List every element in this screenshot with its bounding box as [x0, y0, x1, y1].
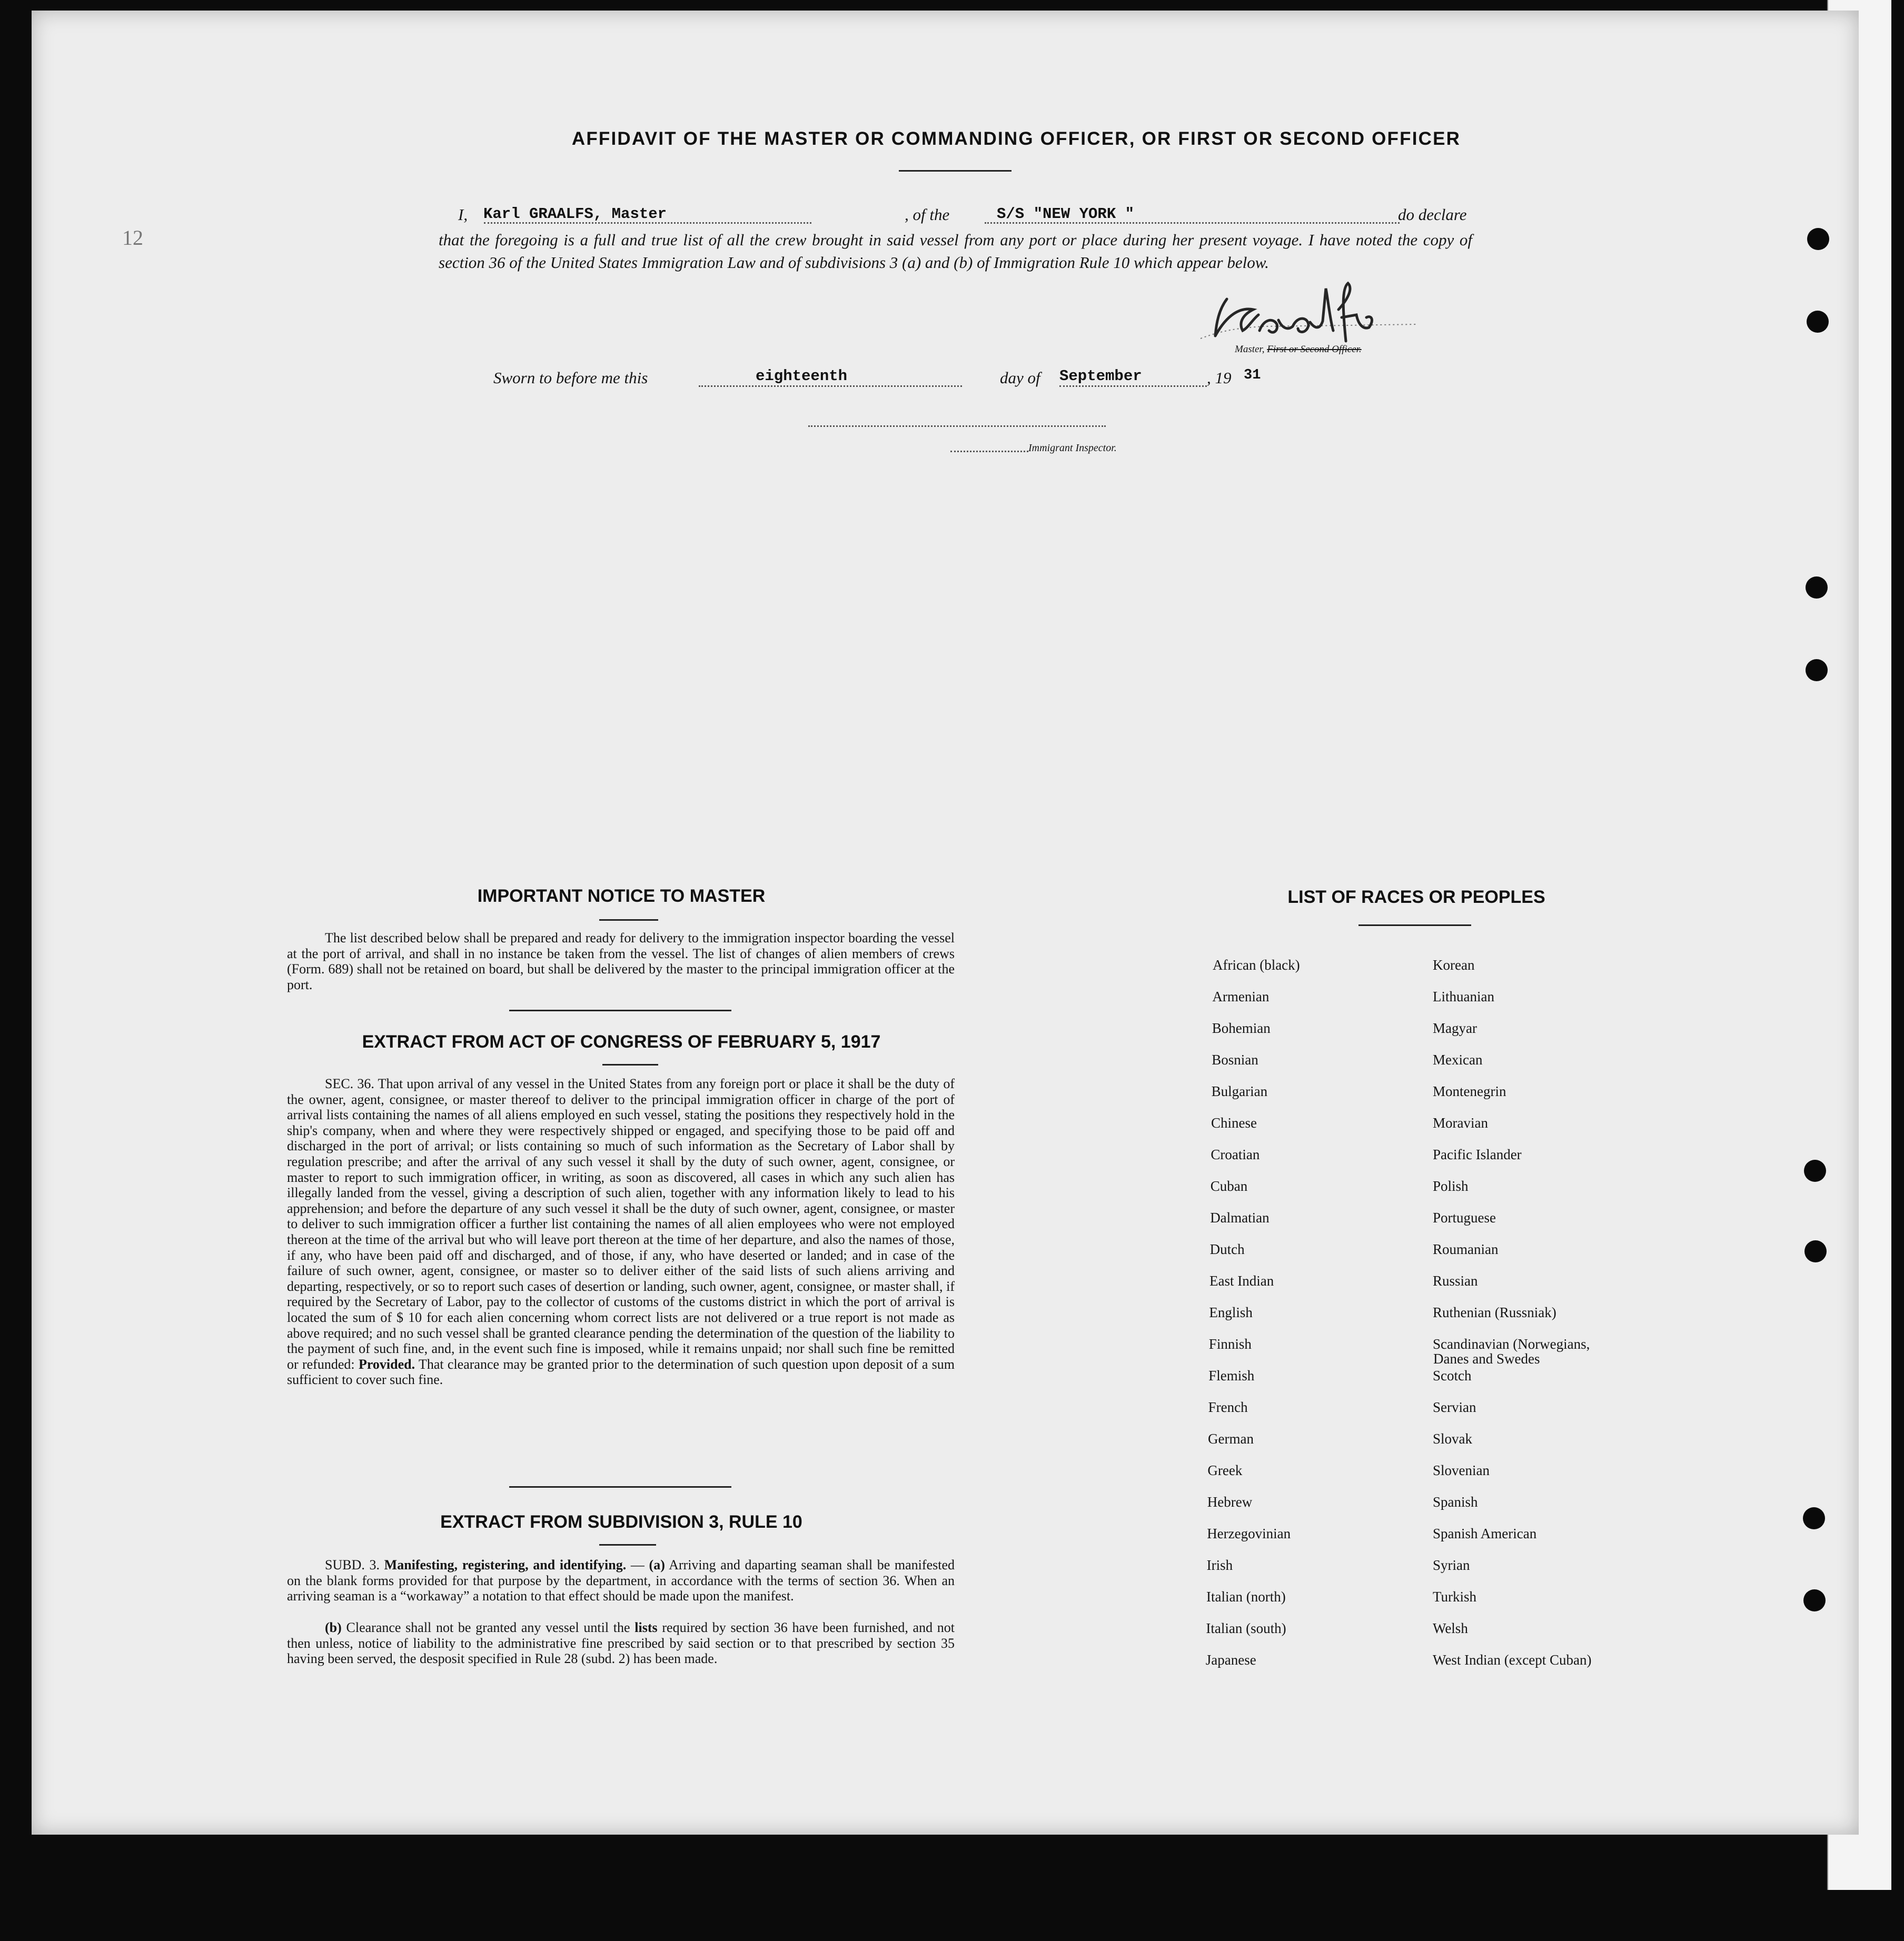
punch-hole	[1804, 1240, 1827, 1262]
race-item: Scandinavian (Norwegians,	[1433, 1336, 1590, 1352]
subd-a-label: SUBD. 3.	[325, 1557, 380, 1572]
sworn-month-dots	[1059, 385, 1207, 387]
act-tail: That clearance may be granted prior to the determination of such question upon deposit of a sum sufficient to cover such fine.	[287, 1356, 955, 1388]
act-provided: Provided.	[358, 1356, 415, 1372]
inspector-caption: Immigrant Inspector.	[1028, 442, 1117, 454]
race-item: Bulgarian	[1211, 1083, 1268, 1099]
subd-a	[287, 1557, 955, 1604]
subd-b-body2: required by section 36 have been furnished, and not then unless, notice of liability to the administrative fine prescribed by said section or to that prescribed by section 35 having been served, the desposit specified in Rule 28 (subd. 2) has been made.	[287, 1620, 955, 1667]
races-title: LIST OF RACES OR PEOPLES	[1287, 887, 1545, 907]
races-underline	[1358, 924, 1471, 926]
lead-i: I,	[458, 205, 468, 224]
race-item: Korean	[1433, 957, 1475, 973]
notice-underline	[599, 919, 658, 921]
race-item: German	[1208, 1431, 1254, 1447]
race-item: Pacific Islander	[1433, 1147, 1522, 1162]
sworn-day-value: eighteenth	[756, 367, 848, 385]
subd-underline	[599, 1544, 656, 1546]
master-signature	[1190, 278, 1432, 352]
race-item: French	[1208, 1399, 1248, 1415]
punch-hole	[1804, 1160, 1826, 1182]
inspector-line-top	[808, 425, 1106, 427]
sworn-month-value: September	[1059, 367, 1142, 385]
punch-hole	[1806, 659, 1828, 681]
punch-hole	[1803, 1507, 1825, 1529]
race-item: Mexican	[1433, 1052, 1483, 1068]
race-item: Armenian	[1212, 989, 1270, 1004]
subd-a-dash: —	[630, 1557, 644, 1572]
race-item: Bohemian	[1212, 1020, 1271, 1036]
notice-body: The list described below shall be prepared and ready for delivery to the immigration inspector boarding the vessel at the port of arrival, and shall in no instance be taken from the vessel. The list of changes of alien members of crews (Form. 689) shall not be retained on board, but shall be delivered by the master to the principal immigration officer at the port.	[287, 930, 955, 992]
year-suffix: 31	[1244, 367, 1261, 383]
race-item: African (black)	[1213, 957, 1300, 973]
master-name-value: Karl GRAALFS, Master	[483, 205, 667, 223]
subd-b-lists: lists	[634, 1620, 658, 1635]
race-item: Finnish	[1208, 1336, 1252, 1352]
caption-master: Master,	[1235, 344, 1265, 355]
punch-hole	[1807, 311, 1829, 333]
punch-hole	[1807, 228, 1829, 250]
subd-b-body1: Clearance shall not be granted any vessel until the	[346, 1620, 630, 1635]
subd-b-mark: (b)	[325, 1620, 342, 1635]
race-item: Ruthenian (Russniak)	[1433, 1305, 1556, 1320]
notice-divider	[509, 1010, 731, 1011]
declaration-line	[439, 204, 1473, 225]
sworn-line	[493, 367, 1336, 389]
punch-hole	[1806, 576, 1828, 599]
subd-a-mark: (a)	[649, 1557, 665, 1572]
race-item: Japanese	[1205, 1652, 1256, 1668]
inspector-line	[950, 451, 1028, 452]
race-item: Chinese	[1211, 1115, 1257, 1131]
race-item: Spanish	[1433, 1494, 1478, 1510]
subd-b	[287, 1620, 955, 1667]
caption-struck: First or Second Officer.	[1267, 344, 1362, 355]
race-item: Spanish American	[1433, 1526, 1537, 1541]
race-item: East Indian	[1209, 1273, 1274, 1289]
race-item: Irish	[1206, 1557, 1233, 1573]
master-name-dots	[484, 222, 811, 224]
race-item: Lithuanian	[1433, 989, 1494, 1004]
sworn-prefix: Sworn to before me this	[493, 369, 648, 387]
race-item: Russian	[1433, 1273, 1478, 1289]
race-item: Moravian	[1433, 1115, 1488, 1131]
punch-hole	[1803, 1589, 1826, 1611]
race-item: English	[1209, 1305, 1253, 1320]
do-declare: do declare	[1398, 205, 1467, 224]
race-item: Hebrew	[1207, 1494, 1253, 1510]
affidavit-title: AFFIDAVIT OF THE MASTER OR COMMANDING OFFICER, OR FIRST OR SECOND OFFICER	[571, 128, 1461, 149]
race-item: Roumanian	[1433, 1241, 1499, 1257]
race-item: Herzegovinian	[1207, 1526, 1291, 1541]
race-item: Italian (south)	[1206, 1620, 1286, 1636]
day-of: day of	[1000, 369, 1040, 387]
race-item: Dalmatian	[1210, 1210, 1270, 1226]
subd-a-heading: Manifesting, registering, and identifying.	[384, 1557, 627, 1572]
race-item: Slovak	[1433, 1431, 1473, 1447]
race-item: Cuban	[1210, 1178, 1248, 1194]
race-item: Welsh	[1433, 1620, 1468, 1636]
vessel-dots	[985, 222, 1400, 224]
race-item: Danes and Swedes	[1433, 1351, 1540, 1367]
race-item: Syrian	[1433, 1557, 1470, 1573]
race-item: Dutch	[1209, 1241, 1245, 1257]
signature-caption	[1235, 344, 1362, 355]
race-item: Croatian	[1211, 1147, 1260, 1162]
of-the: , of the	[905, 205, 950, 224]
race-item: Scotch	[1433, 1368, 1472, 1383]
act-divider	[509, 1486, 731, 1488]
sworn-day-dots	[699, 385, 962, 387]
race-item: Slovenian	[1433, 1462, 1490, 1478]
title-underline	[899, 170, 1012, 172]
race-item: Montenegrin	[1433, 1083, 1506, 1099]
notice-title: IMPORTANT NOTICE TO MASTER	[477, 886, 766, 906]
race-item: Polish	[1433, 1178, 1469, 1194]
race-item: Turkish	[1433, 1589, 1477, 1605]
margin-number: 12	[122, 226, 143, 250]
race-item: West Indian (except Cuban)	[1433, 1652, 1592, 1668]
race-item: Magyar	[1433, 1020, 1477, 1036]
subd-title: EXTRACT FROM SUBDIVISION 3, RULE 10	[440, 1512, 802, 1532]
act-text: SEC. 36. That upon arrival of any vessel in the United States from any foreign port or place it shall be the duty of the owner, agent, consignee, or master thereof to deliver to the principal immigration officer in charge of the port of arrival lists containing the names of all aliens employed en such vessel, stating the positions they respectively hold in the ship's company, when and where they were respectively shipped or engaged, and specifying those to be paid off and discharged in the port of arrival; or lists containing so much of such information as the Secretary of Labor shall by regulation prescribe; and after the arrival of any such vessel it shall by the duty of such owner, agent, consignee, or master to report to such immigration officer, in writing, as soon as discovered, all cases in which any such alien has illegally landed from the vessel, giving a description of such alien, together with any information likely to lead to his apprehension; and before the departure of any such vessel it shall be the duty of such owner, agent, consignee, or master to deliver to such immigration officer a further list containing the names of all alien employees who were not employed thereon at the time of the arrival but who will leave port thereon at the time of her departure, and also the names of those, if any, who have been paid off and discharged, and of those, if any, who have deserted or landed; and in case of the failure of such owner, agent, consignee, or master so to deliver either of the said lists of such aliens arriving and departing, respectively, or so to report such cases of desertion or landing, such owner, agent, consignee, or master shall, if required by the Secretary of Labor, pay to the collector of customs of the customs district in which the port of arrival is located the sum of $ 10 for each alien concerning whom correct lists are not delivered or a true report is not made as above required; and no such vessel shall be granted clearance pending the determination of the question of the liability to the payment of such fine, and, in the event such fine is imposed, while it remains unpaid; nor shall such fine be remitted or refunded:	[287, 1076, 955, 1372]
race-item: Bosnian	[1212, 1052, 1258, 1068]
race-item: Greek	[1207, 1462, 1243, 1478]
subd-a-body: Arriving and daparting seaman shall be manifested on the blank forms provided for that purpose by the department, in accordance with the terms of section 36. When an arriving seaman is a “workaway” a notation to that effect should be made upon the manifest.	[287, 1557, 955, 1604]
race-item: Portuguese	[1433, 1210, 1496, 1226]
act-underline	[602, 1064, 658, 1066]
affidavit-body: that the foregoing is a full and true list of all the crew brought in said vessel from any port or place during her present voyage. I have noted the copy of section 36 of the United States Immigration Law and of subdivisions 3 (a) and (b) of Immigration Rule 10 which appear below.	[439, 231, 1472, 272]
vessel-value: S/S "NEW YORK "	[997, 205, 1135, 223]
year-prefix: , 19	[1207, 369, 1232, 387]
race-item: Flemish	[1208, 1368, 1255, 1383]
race-item: Italian (north)	[1206, 1589, 1286, 1605]
act-title: EXTRACT FROM ACT OF CONGRESS OF FEBRUARY 5, 1917	[362, 1032, 881, 1052]
race-item: Servian	[1433, 1399, 1476, 1415]
act-body	[287, 1076, 955, 1388]
